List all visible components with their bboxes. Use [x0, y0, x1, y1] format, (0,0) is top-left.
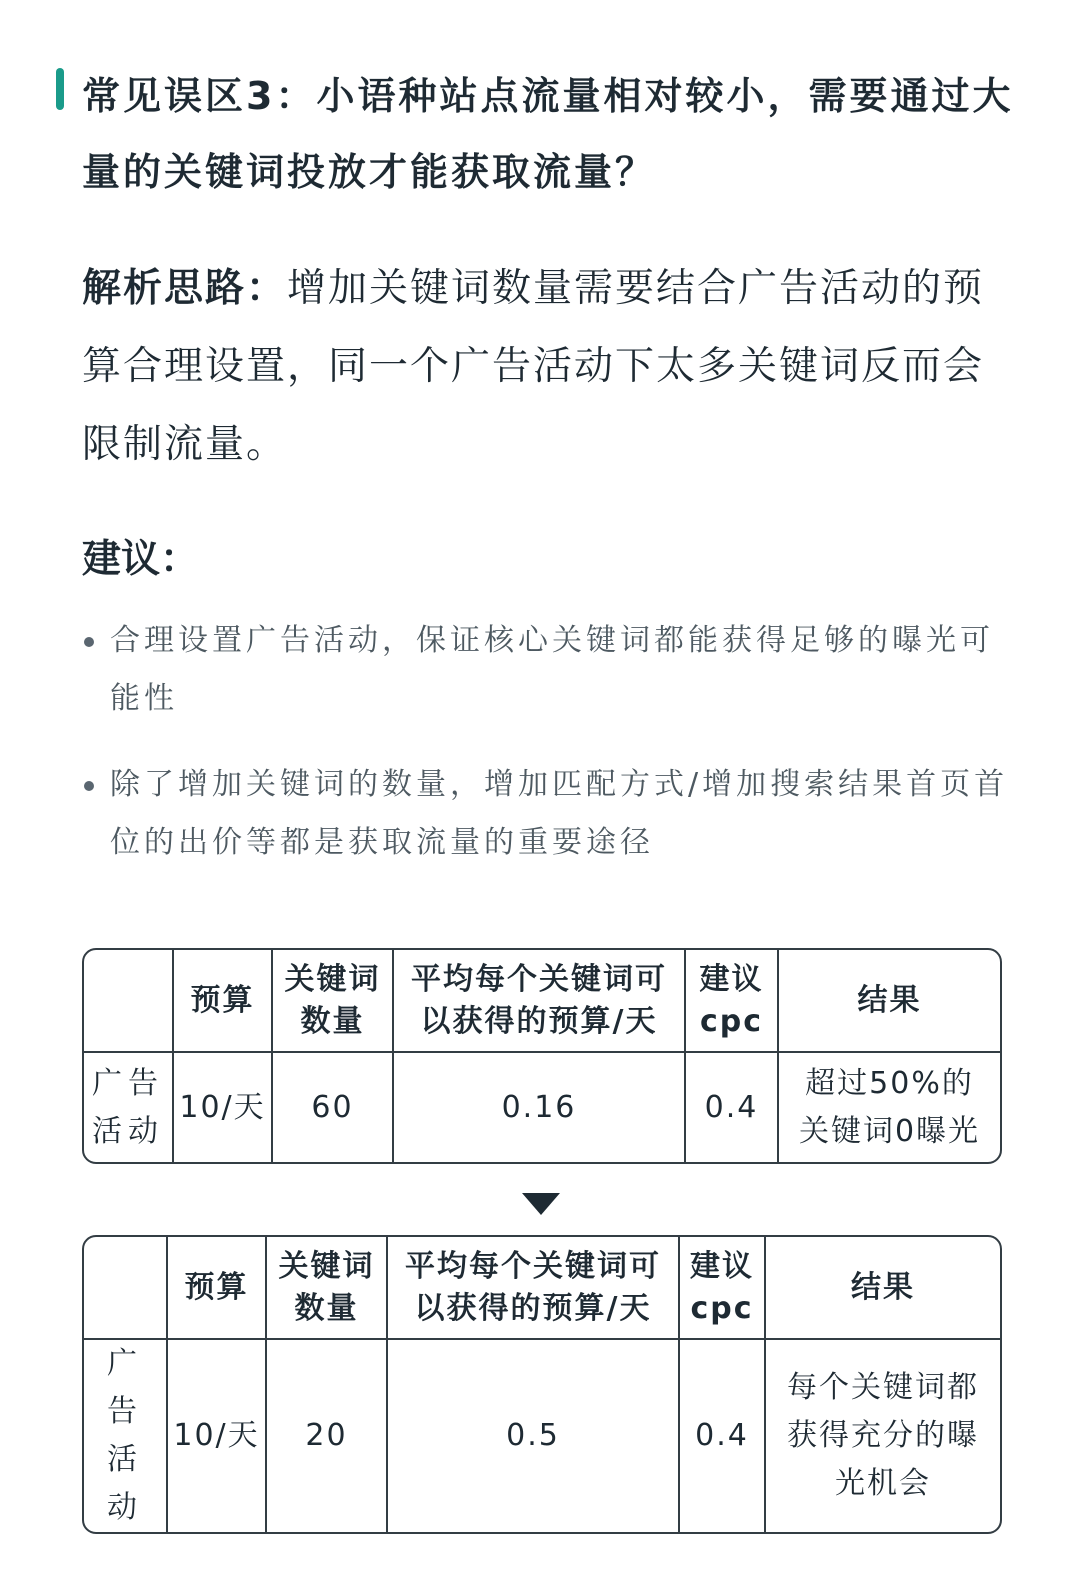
page-title: 常见误区3：小语种站点流量相对较小，需要通过大量的关键词投放才能获取流量？ [82, 74, 1014, 194]
result-cell: 超过50%的关键词0曝光 [778, 1052, 1000, 1162]
list-item [84, 612, 1014, 728]
result-cell: 每个关键词都获得充分的曝光机会 [765, 1339, 1000, 1532]
row-label-cell: 广告活动 [84, 1052, 173, 1162]
header-cell-avg-budget: 平均每个关键词可以获得的预算/天 [387, 1237, 679, 1339]
header-cell-empty [84, 950, 173, 1052]
suggestion-text: 除了增加关键词的数量，增加匹配方式/增加搜索结果首页首位的出价等都是获取流量的重要途径 [110, 767, 1009, 860]
bullet-dot-icon [84, 781, 94, 791]
header-cell-cpc: 建议cpc [685, 950, 778, 1052]
keyword-count-cell: 20 [266, 1339, 387, 1532]
header-cell-cpc: 建议cpc [679, 1237, 765, 1339]
analysis-label: 解析思路： [82, 266, 288, 311]
comparison-table-before [82, 948, 1002, 1164]
table-row [84, 1339, 1000, 1532]
heading-accent-bar [56, 68, 64, 110]
comparison-table-after [82, 1235, 1002, 1534]
table-header-row [84, 950, 1000, 1052]
header-cell-result: 结果 [778, 950, 1000, 1052]
suggestion-text: 合理设置广告活动，保证核心关键词都能获得足够的曝光可能性 [110, 623, 994, 716]
header-cell-keyword-count: 关键词数量 [272, 950, 393, 1052]
header-cell-budget: 预算 [173, 950, 272, 1052]
heading-block [82, 58, 1022, 210]
list-item [84, 756, 1014, 872]
header-cell-result: 结果 [765, 1237, 1000, 1339]
down-arrow-icon [522, 1193, 560, 1215]
budget-cell: 10/天 [173, 1052, 272, 1162]
budget-cell: 10/天 [167, 1339, 266, 1532]
analysis-paragraph [82, 250, 1012, 484]
suggestions-title: 建议： [82, 537, 200, 582]
header-cell-keyword-count: 关键词数量 [266, 1237, 387, 1339]
header-cell-budget: 预算 [167, 1237, 266, 1339]
analysis-text: 增加关键词数量需要结合广告活动的预算合理设置，同一个广告活动下太多关键词反而会限制流量。 [82, 266, 985, 467]
suggestions-list [84, 612, 1014, 900]
table-header-row [84, 1237, 1000, 1339]
table-row [84, 1052, 1000, 1162]
header-cell-avg-budget: 平均每个关键词可以获得的预算/天 [393, 950, 685, 1052]
cpc-cell: 0.4 [679, 1339, 765, 1532]
cpc-cell: 0.4 [685, 1052, 778, 1162]
header-cell-empty [84, 1237, 167, 1339]
avg-budget-cell: 0.5 [387, 1339, 679, 1532]
bullet-dot-icon [84, 637, 94, 647]
keyword-count-cell: 60 [272, 1052, 393, 1162]
row-label-cell: 广告活动 [84, 1339, 167, 1532]
avg-budget-cell: 0.16 [393, 1052, 685, 1162]
